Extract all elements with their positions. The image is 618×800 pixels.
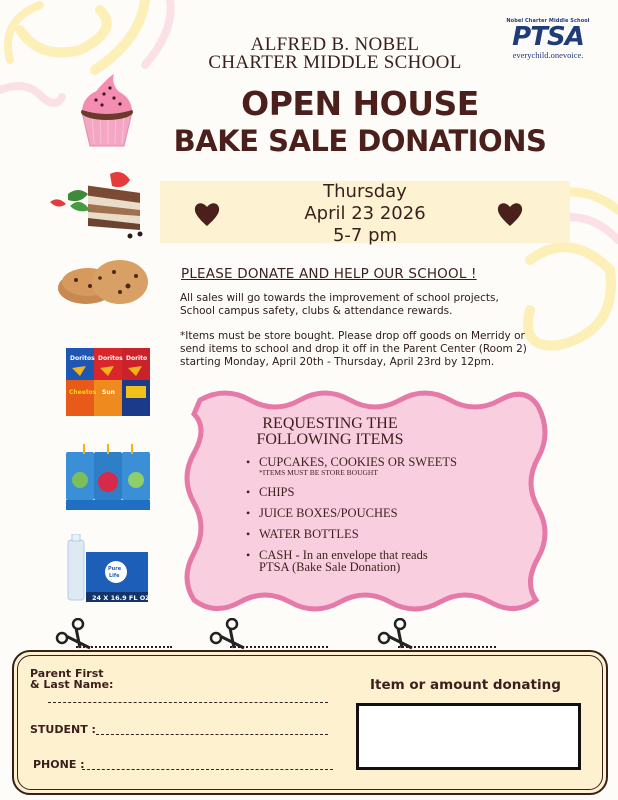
- parent-label-line1: Parent First: [30, 667, 104, 680]
- ptsa-logo: [500, 18, 596, 60]
- list-item: [246, 507, 526, 519]
- request-title-line1: REQUESTING THE: [262, 415, 398, 432]
- school-name: [180, 36, 490, 72]
- heart-icon: [496, 201, 524, 227]
- parent-name-field[interactable]: [48, 702, 328, 703]
- student-field[interactable]: [96, 734, 328, 735]
- phone-label: PHONE :: [33, 758, 85, 771]
- juice-pouches-image: [66, 444, 150, 510]
- item-amount-label: Item or amount donating: [370, 677, 561, 693]
- svg-text:Sun: Sun: [102, 389, 115, 396]
- cookies-image: [56, 258, 152, 310]
- ptsa-wordmark: PTSA: [512, 22, 584, 52]
- chips-image: [66, 348, 150, 416]
- paragraph-line: *Items must be store bought. Please drop off goods on Merridy or: [180, 330, 525, 342]
- svg-text:Pure: Pure: [108, 566, 122, 572]
- item-label-continued: PTSA (Bake Sale Donation): [259, 560, 401, 574]
- list-item: [246, 456, 526, 477]
- item-amount-field[interactable]: [356, 703, 581, 770]
- event-day: Thursday: [323, 181, 407, 202]
- phone-field[interactable]: [82, 769, 333, 770]
- svg-text:Dorito: Dorito: [126, 355, 148, 362]
- sales-purpose-paragraph: [180, 292, 610, 318]
- parent-name-label: [30, 668, 113, 690]
- dropoff-instructions-paragraph: [180, 330, 610, 369]
- paragraph-line: starting Monday, April 20th - Thursday, April 23rd by 12pm.: [180, 356, 495, 368]
- event-time: 5-7 pm: [332, 225, 398, 246]
- event-date-value: April 23 2026: [304, 203, 426, 224]
- ptsa-school-label: Nobel Charter Middle School: [506, 18, 590, 24]
- item-label: CUPCAKES, COOKIES OR SWEETS: [259, 455, 457, 469]
- school-name-line2: CHARTER MIDDLE SCHOOL: [208, 52, 462, 73]
- svg-text:Doritos: Doritos: [70, 355, 95, 362]
- list-item: [246, 486, 526, 498]
- list-item: [246, 549, 526, 573]
- title-open-house: OPEN HOUSE: [241, 84, 479, 123]
- event-date-banner: [160, 181, 570, 246]
- parent-label-line2: & Last Name:: [30, 678, 114, 691]
- list-item: [246, 528, 526, 540]
- request-items-list: [246, 456, 526, 582]
- dotted-cut-line: [398, 646, 496, 648]
- cut-line-row: [0, 614, 618, 650]
- ptsa-tagline: everychild.onevoice.: [512, 50, 584, 60]
- svg-text:Cheetos: Cheetos: [69, 389, 97, 396]
- item-label: CASH - In an envelope that reads: [259, 548, 428, 562]
- request-title: [230, 416, 430, 448]
- request-title-line2: FOLLOWING ITEMS: [256, 431, 404, 448]
- water-bottles-image: [66, 534, 150, 602]
- item-note: *ITEMS MUST BE STORE BOUGHT: [259, 468, 378, 477]
- cupcake-image: [74, 72, 140, 152]
- tiramisu-image: [48, 166, 148, 242]
- dotted-cut-line: [230, 646, 328, 648]
- dotted-cut-line: [76, 646, 172, 648]
- paragraph-line: send items to school and drop it off in the Parent Center (Room 2): [180, 343, 527, 355]
- school-name-line1: ALFRED B. NOBEL: [250, 34, 420, 55]
- title-bake-sale-donations: BAKE SALE DONATIONS: [173, 124, 547, 158]
- svg-text:24 X 16.9 FL OZ: 24 X 16.9 FL OZ: [92, 594, 150, 602]
- paragraph-line: All sales will go towards the improvement of school projects,: [180, 292, 499, 304]
- student-label: STUDENT :: [30, 723, 96, 736]
- item-label: WATER BOTTLES: [259, 527, 359, 541]
- item-label: CHIPS: [259, 485, 295, 499]
- svg-text:Doritos: Doritos: [98, 355, 123, 362]
- svg-text:Life: Life: [109, 573, 120, 579]
- item-label: JUICE BOXES/POUCHES: [259, 506, 398, 520]
- paragraph-line: School campus safety, clubs & attendance rewards.: [180, 305, 453, 317]
- donate-heading: PLEASE DONATE AND HELP OUR SCHOOL !: [181, 266, 477, 282]
